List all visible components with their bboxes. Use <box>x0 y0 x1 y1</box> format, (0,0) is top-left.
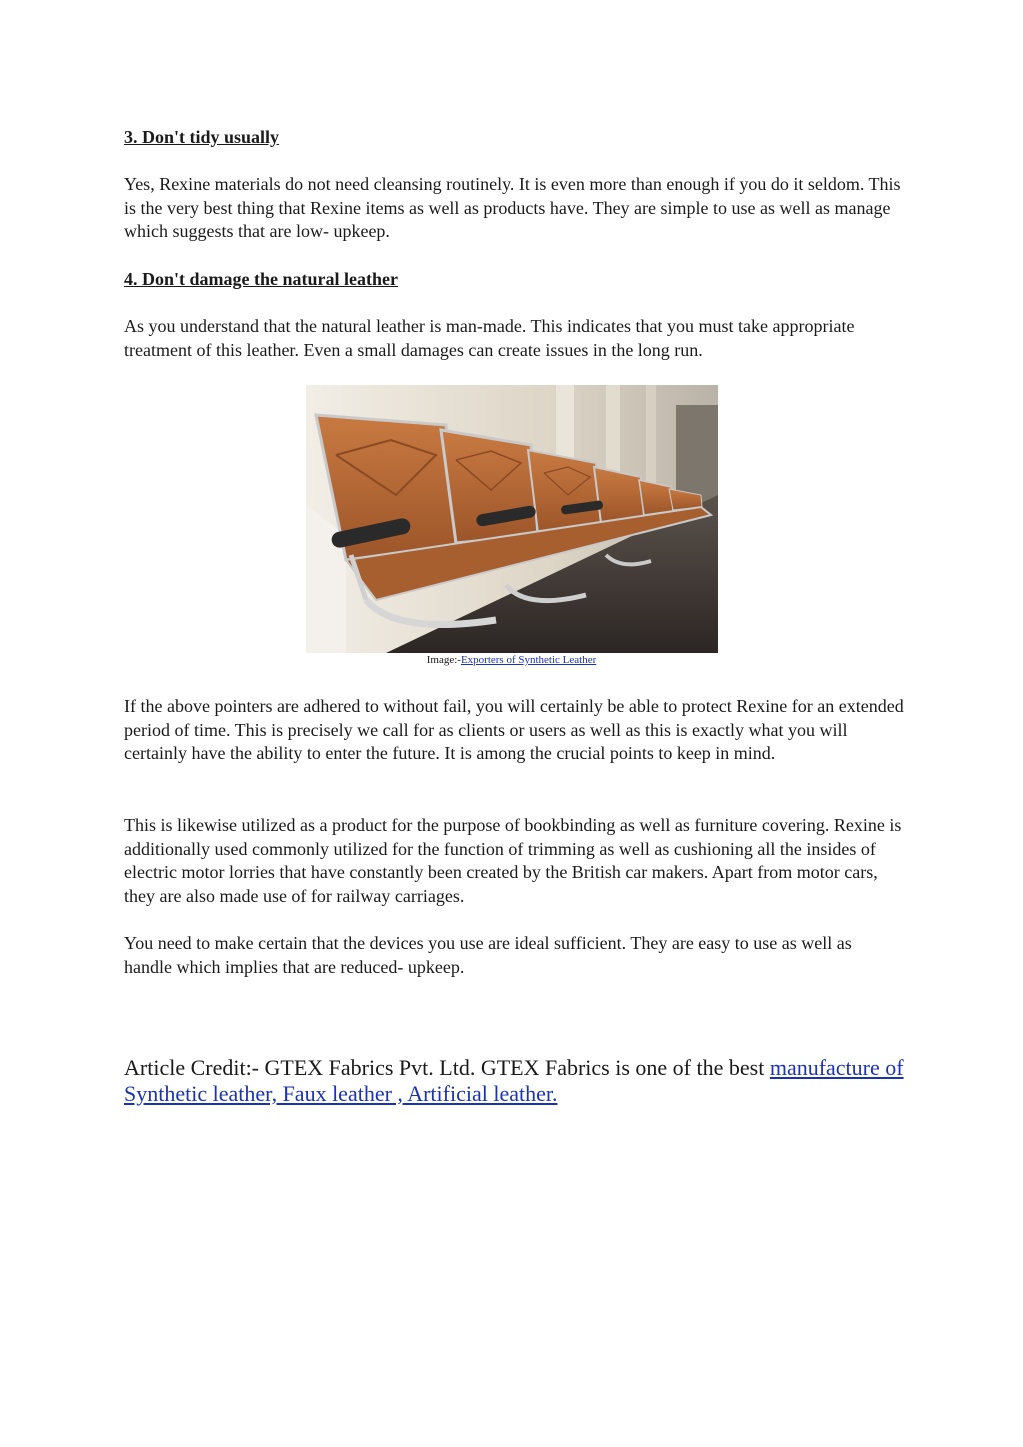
image-caption <box>0 654 1023 667</box>
section-4-heading: 4. Don't damage the natural leather <box>124 269 398 289</box>
leather-seating-photo <box>306 385 718 653</box>
caption-link[interactable]: Exporters of Synthetic Leather <box>460 654 597 666</box>
paragraph-1: If the above pointers are adhered to without fail, you will certainly be able to protect Rexine for an extended period of time. This is precisely we call for as clients or users as well as this is exactly what you will certainly have the ability to enter the future. It is among the crucial points to keep in mind. <box>124 696 904 764</box>
article-credit <box>124 1055 924 1107</box>
caption-prefix: Image:- <box>426 654 461 666</box>
section-3-body: Yes, Rexine materials do not need cleansing routinely. It is even more than enough if you do it seldom. This is the very best thing that Rexine items as well as products have. They are simple to use as well as manage which suggests that are low- upkeep. <box>124 174 901 242</box>
paragraph-2: This is likewise utilized as a product for the purpose of bookbinding as well as furniture covering. Rexine is additionally used commonly utilized for the function of trimming as well as cushioning all the insides of electric motor lorries that have constantly been created by the British car makers. Apart from motor cars, they are also made use of for railway carriages. <box>124 815 902 907</box>
credit-link[interactable]: manufacture of Synthetic leather, Faux leather , Artificial leather. <box>124 1055 904 1106</box>
credit-text: Article Credit:- GTEX Fabrics Pvt. Ltd. GTEX Fabrics is one of the best <box>124 1055 770 1080</box>
section-4-body: As you understand that the natural leather is man-made. This indicates that you must take appropriate treatment of this leather. Even a small damages can create issues in the long run. <box>124 316 855 360</box>
paragraph-3: You need to make certain that the devices you use are ideal sufficient. They are easy to use as well as handle which implies that are reduced- upkeep. <box>124 933 852 977</box>
section-3-heading: 3. Don't tidy usually <box>124 127 280 147</box>
